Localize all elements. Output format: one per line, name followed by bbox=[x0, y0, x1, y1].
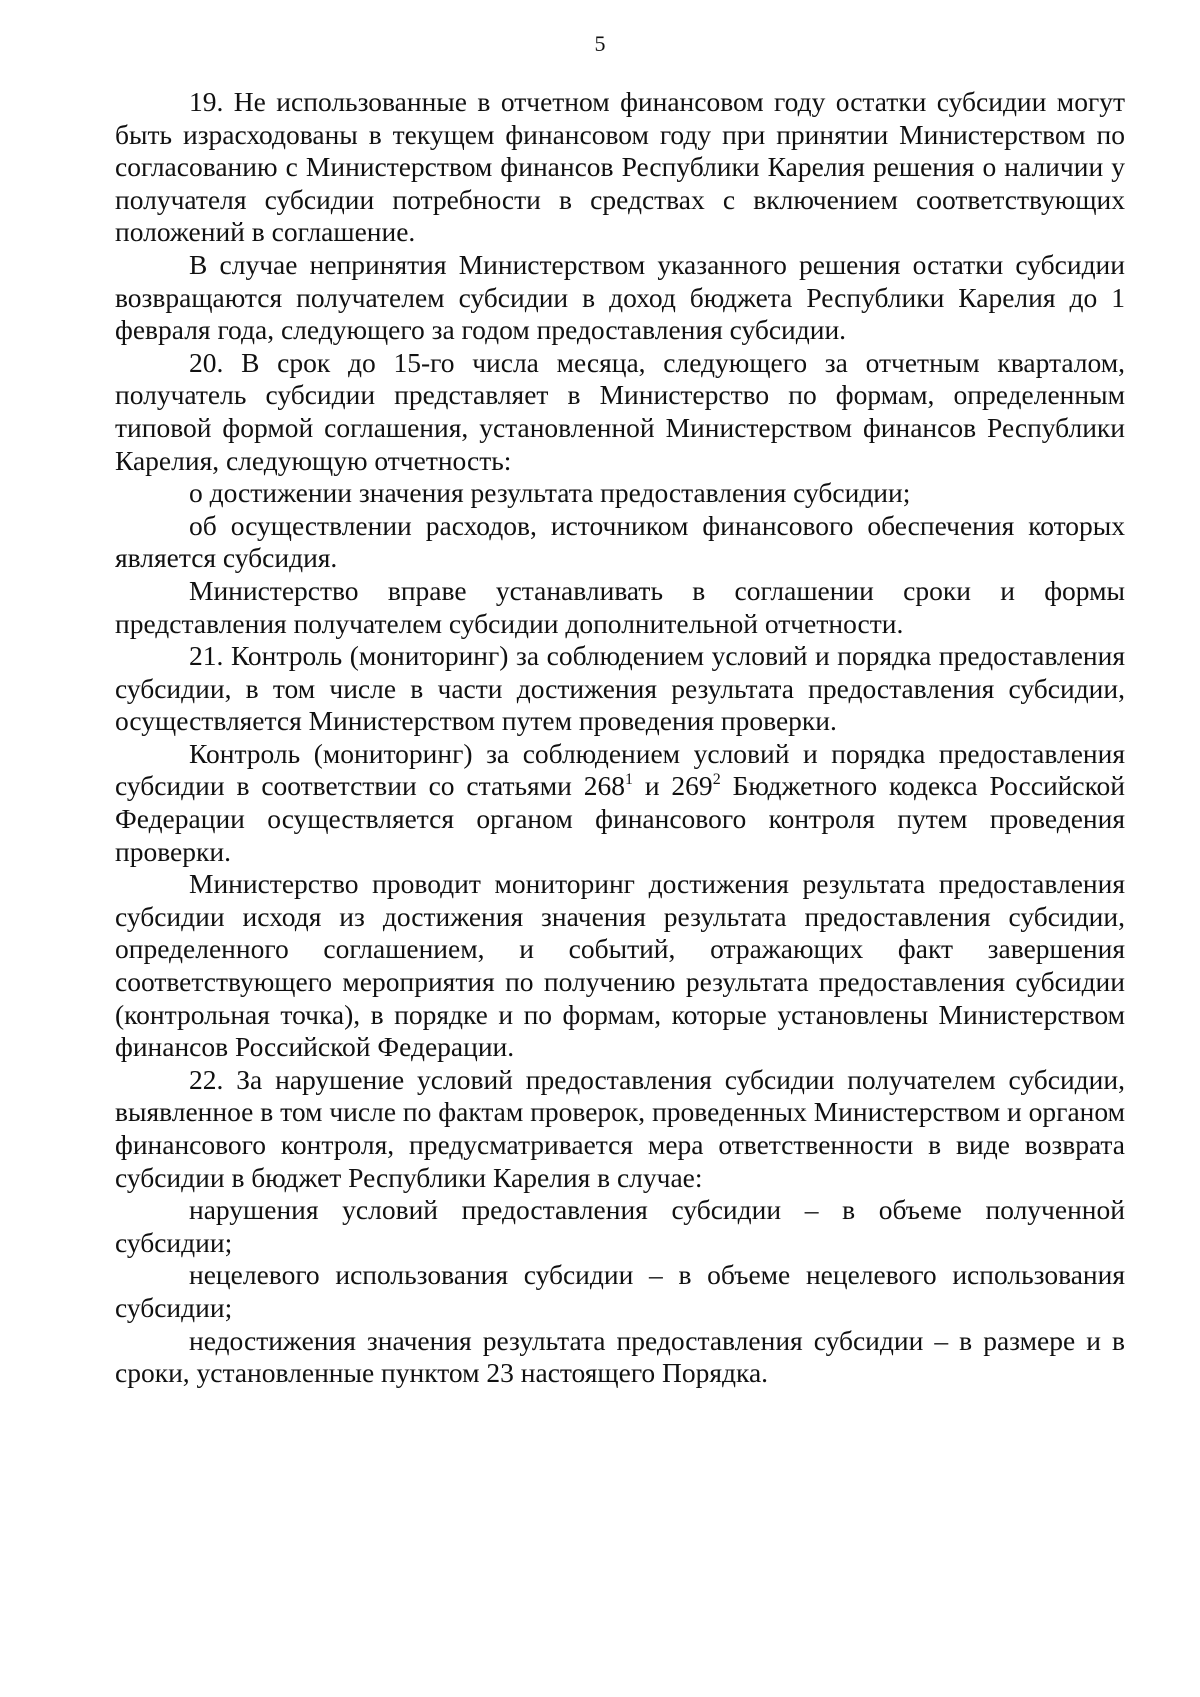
paragraph-19: 19. Не использованные в отчетном финансовом году остатки субсидии могут быть израсходованы в текущем финансовом году при принятии Министерством по согласованию с Министерством финансов Республики Карелия решения о наличии у получателя субсидии потребности в средствах с включением соответствующих положений в соглашение. bbox=[115, 86, 1125, 248]
violation-item-conditions: нарушения условий предоставления субсидии – в объеме полученной субсидии; bbox=[115, 1194, 1125, 1258]
control-text-part3: Бюджетного кодекса Российской Федерации осуществляется органом финансового контроля путем проведения проверки. bbox=[115, 770, 1126, 867]
page-number: 5 bbox=[594, 31, 606, 56]
footnote-superscript-2: 2 bbox=[712, 771, 721, 789]
paragraph-19-unused-balance: В случае непринятия Министерством указанного решения остатки субсидии возвращаются получателем субсидии в доход бюджета Республики Карелия до 1 февраля года, следующего за годом предоставления субсидии. bbox=[115, 248, 1125, 346]
paragraph-20: 20. В срок до 15-го числа месяца, следующего за отчетным кварталом, получатель субсидии представляет в Министерство по формам, определенным типовой формой соглашения, установленной Министерством финансов Республики Карелия, следующую отчетность: bbox=[115, 346, 1125, 476]
paragraph-22: 22. За нарушение условий предоставления субсидии получателем субсидии, выявленное в том числе по фактам проверок, проведенных Министерством и органом финансового контроля, предусматривается мера ответственности в виде возврата субсидии в бюджет Республики Карелия в случае: bbox=[115, 1063, 1125, 1193]
paragraph-21-monitoring: Министерство проводит мониторинг достижения результата предоставления субсидии исходя из достижения значения результата предоставления субсидии, определенного соглашением, и событий, отражающих факт завершения соответствующего мероприятия по получению результата предоставления субсидии (контрольная точка), в порядке и по формам, которые установлены Министерством финансов Российской Федерации. bbox=[115, 868, 1125, 1063]
report-item-expenses: об осуществлении расходов, источником финансового обеспечения которых является субсидия. bbox=[115, 509, 1125, 574]
document-body bbox=[115, 86, 1125, 1390]
paragraph-20-additional-reporting: Министерство вправе устанавливать в соглашении сроки и формы представления получателем субсидии дополнительной отчетности. bbox=[115, 574, 1125, 639]
control-text-part1: Контроль (мониторинг) за соблюдением условий и порядка предоставления субсидии в соответствии со статьями 268 bbox=[115, 737, 1125, 802]
report-item-result: о достижении значения результата предоставления субсидии; bbox=[189, 477, 911, 509]
violation-item-result: недостижения значения результата предоставления субсидии – в размере и в сроки, установленные пунктом 23 настоящего Порядка. bbox=[115, 1324, 1125, 1389]
violation-item-misuse: нецелевого использования субсидии – в объеме нецелевого использования субсидии; bbox=[115, 1259, 1125, 1323]
control-text-part2: и 269 bbox=[632, 770, 713, 802]
footnote-superscript-1: 1 bbox=[624, 771, 633, 789]
paragraph-21-control bbox=[115, 738, 1125, 868]
paragraph-21: 21. Контроль (мониторинг) за соблюдением условий и порядка предоставления субсидии, в том числе в части достижения результата предоставления субсидии, осуществляется Министерством путем проведения проверки. bbox=[115, 640, 1125, 737]
